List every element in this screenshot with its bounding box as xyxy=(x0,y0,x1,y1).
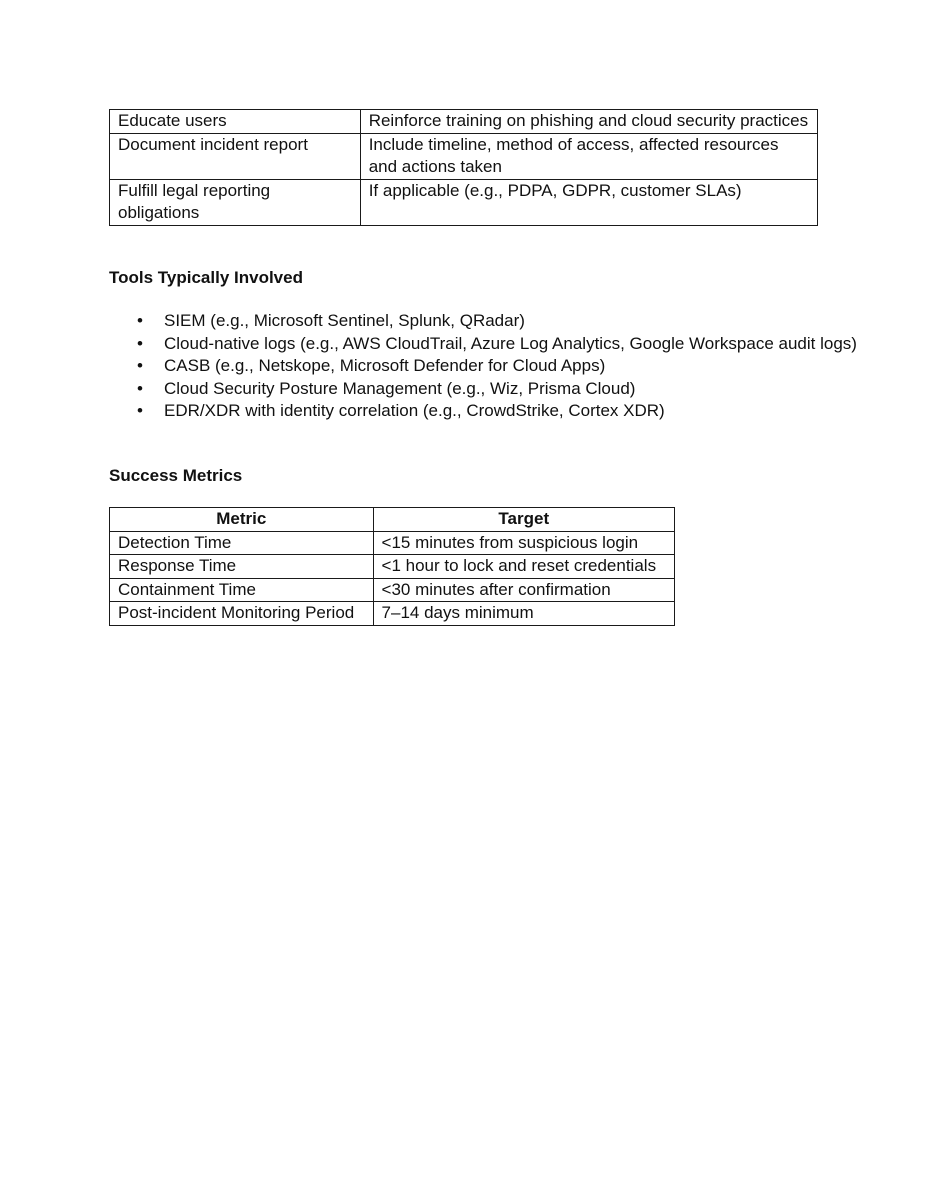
tools-list xyxy=(109,310,864,423)
response-actions-table xyxy=(109,109,818,226)
metrics-heading: Success Metrics xyxy=(109,466,243,485)
bullet-icon: • xyxy=(137,378,143,398)
action-cell: Fulfill legal reporting obligations xyxy=(110,179,361,225)
list-item xyxy=(137,378,864,401)
tools-heading: Tools Typically Involved xyxy=(109,268,303,287)
table-row xyxy=(110,133,818,179)
action-detail-cell: Include timeline, method of access, affected resources and actions taken xyxy=(360,133,817,179)
target-cell: <30 minutes after confirmation xyxy=(373,578,674,602)
table-row xyxy=(110,110,818,134)
target-cell: 7–14 days minimum xyxy=(373,602,674,626)
table-row xyxy=(110,179,818,225)
list-item-text: CASB (e.g., Netskope, Microsoft Defender for Cloud Apps) xyxy=(164,356,606,375)
action-detail-cell: If applicable (e.g., PDPA, GDPR, customer SLAs) xyxy=(360,179,817,225)
success-metrics-table xyxy=(109,507,675,626)
action-cell: Educate users xyxy=(110,110,361,134)
metric-cell: Detection Time xyxy=(110,531,374,555)
table-header-row xyxy=(110,508,675,532)
list-item xyxy=(137,355,864,378)
metric-cell: Response Time xyxy=(110,555,374,579)
column-header-metric: Metric xyxy=(110,508,374,532)
action-cell: Document incident report xyxy=(110,133,361,179)
target-cell: <15 minutes from suspicious login xyxy=(373,531,674,555)
table-row xyxy=(110,531,675,555)
table-row xyxy=(110,555,675,579)
action-detail-cell: Reinforce training on phishing and cloud security practices xyxy=(360,110,817,134)
list-item-text: EDR/XDR with identity correlation (e.g., CrowdStrike, Cortex XDR) xyxy=(164,401,665,420)
column-header-target: Target xyxy=(373,508,674,532)
list-item-text: SIEM (e.g., Microsoft Sentinel, Splunk, QRadar) xyxy=(164,311,525,330)
list-item xyxy=(137,400,864,423)
list-item xyxy=(137,333,864,356)
table-row xyxy=(110,602,675,626)
list-item xyxy=(137,310,864,333)
bullet-icon: • xyxy=(137,333,143,353)
bullet-icon: • xyxy=(137,401,143,420)
list-item-text: Cloud Security Posture Management (e.g., Wiz, Prisma Cloud) xyxy=(164,378,636,398)
table-row xyxy=(110,578,675,602)
metric-cell: Containment Time xyxy=(110,578,374,602)
metric-cell: Post-incident Monitoring Period xyxy=(110,602,374,626)
bullet-icon: • xyxy=(137,311,143,330)
list-item-text: Cloud-native logs (e.g., AWS CloudTrail, Azure Log Analytics, Google Workspace audit logs) xyxy=(164,333,857,353)
target-cell: <1 hour to lock and reset credentials xyxy=(373,555,674,579)
bullet-icon: • xyxy=(137,356,143,375)
